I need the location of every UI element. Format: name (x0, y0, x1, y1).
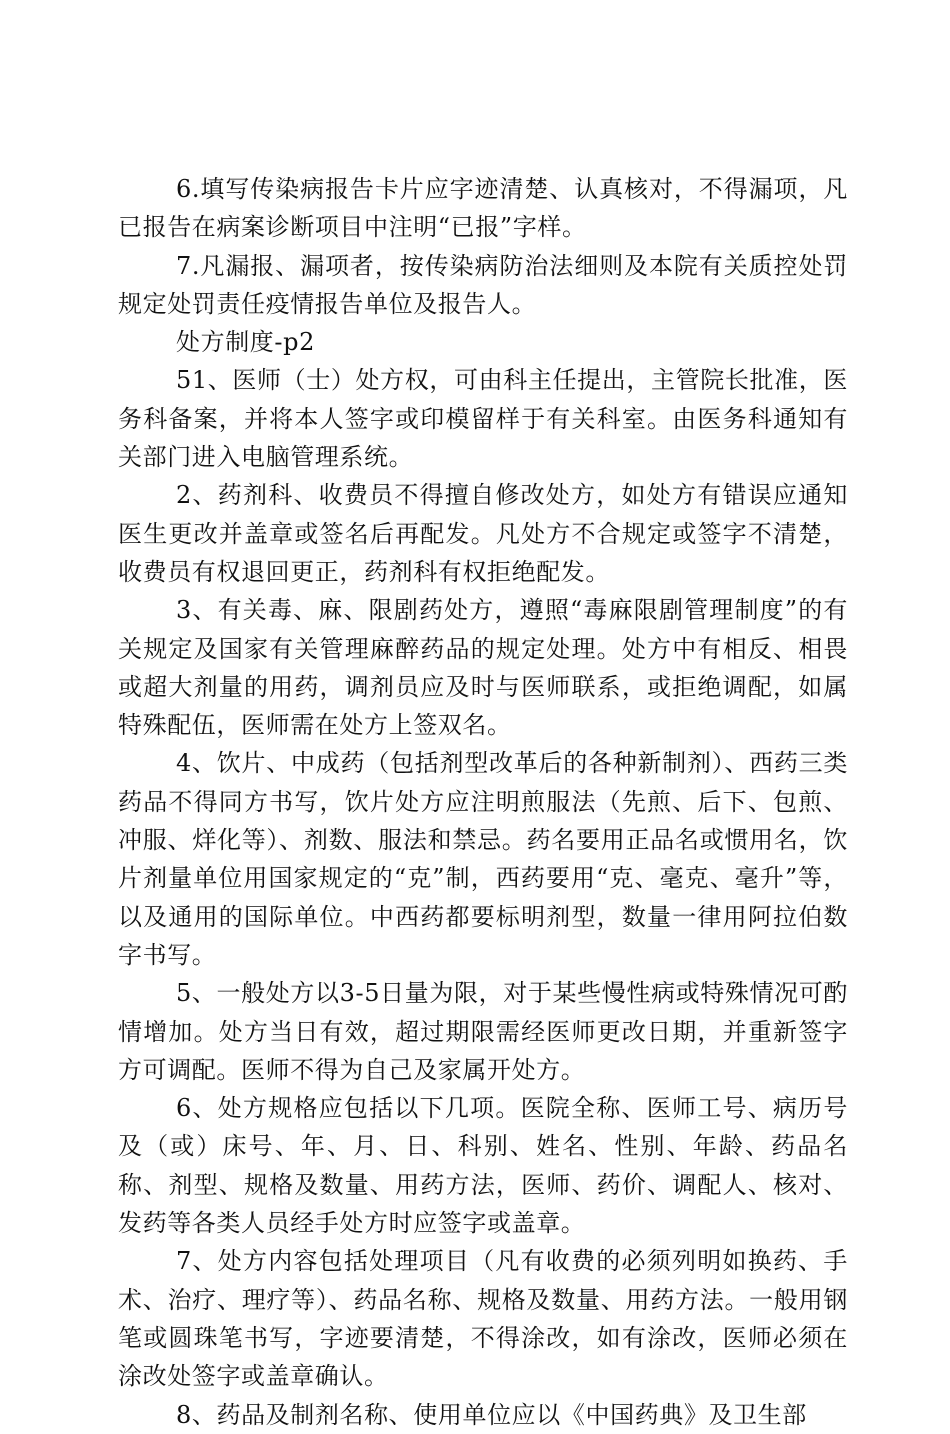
paragraph-prescription-5: 5、一般处方以3-5日量为限，对于某些慢性病或特殊情况可酌情增加。处方当日有效，超过期限需经医师更改日期，并重新签字方可调配。医师不得为自己及家属开处方。 (118, 979, 848, 1084)
section-heading: 处方制度-p2 (176, 328, 315, 357)
document-page (118, 170, 848, 1434)
paragraph-prescription-2: 2、药剂科、收费员不得擅自修改处方，如处方有错误应通知医生更改并盖章或签名后再配发。凡处方不合规定或签字不清楚，收费员有权退回更正，药剂科有权拒绝配发。 (118, 481, 848, 586)
paragraph-infectious-7: 7.凡漏报、漏项者，按传染病防治法细则及本院有关质控处罚规定处罚责任疫情报告单位及报告人。 (118, 251, 848, 318)
paragraph-prescription-6: 6、处方规格应包括以下几项。医院全称、医师工号、病历号及（或）床号、年、月、日、科别、姓名、性别、年龄、药品名称、剂型、规格及数量、用药方法，医师、药价、调配人、核对、发药等各类人员经手处方时应签字或盖章。 (118, 1094, 848, 1238)
paragraph-prescription-4: 4、饮片、中成药（包括剂型改革后的各种新制剂）、西药三类药品不得同方书写，饮片处方应注明煎服法（先煎、后下、包煎、冲服、烊化等）、剂数、服法和禁忌。药名要用正品名或惯用名，饮片剂量单位用国家规定的“克”制，西药要用“克、毫克、毫升”等，以及通用的国际单位。中西药都要标明剂型，数量一律用阿拉伯数字书写。 (118, 749, 848, 969)
paragraph-infectious-6: 6.填写传染病报告卡片应字迹清楚、认真核对，不得漏项，凡已报告在病案诊断项目中注明“已报”字样。 (118, 175, 848, 242)
paragraph-prescription-7: 7、处方内容包括处理项目（凡有收费的必须列明如换药、手术、治疗、理疗等）、药品名称、规格及数量、用药方法。一般用钢笔或圆珠笔书写，字迹要清楚，不得涂改，如有涂改，医师必须在涂改处签字或盖章确认。 (118, 1247, 848, 1391)
paragraph-prescription-8: 8、药品及制剂名称、使用单位应以《中国药典》及卫生部 (176, 1400, 807, 1429)
paragraph-prescription-1: 51、医师（士）处方权，可由科主任提出，主管院长批准，医务科备案，并将本人签字或印模留样于有关科室。由医务科通知有关部门进入电脑管理系统。 (118, 366, 848, 472)
paragraph-prescription-3: 3、有关毒、麻、限剧药处方，遵照“毒麻限剧管理制度”的有关规定及国家有关管理麻醉药品的规定处理。处方中有相反、相畏或超大剂量的用药，调剂员应及时与医师联系，或拒绝调配，如属特殊配伍，医师需在处方上签双名。 (118, 596, 848, 740)
